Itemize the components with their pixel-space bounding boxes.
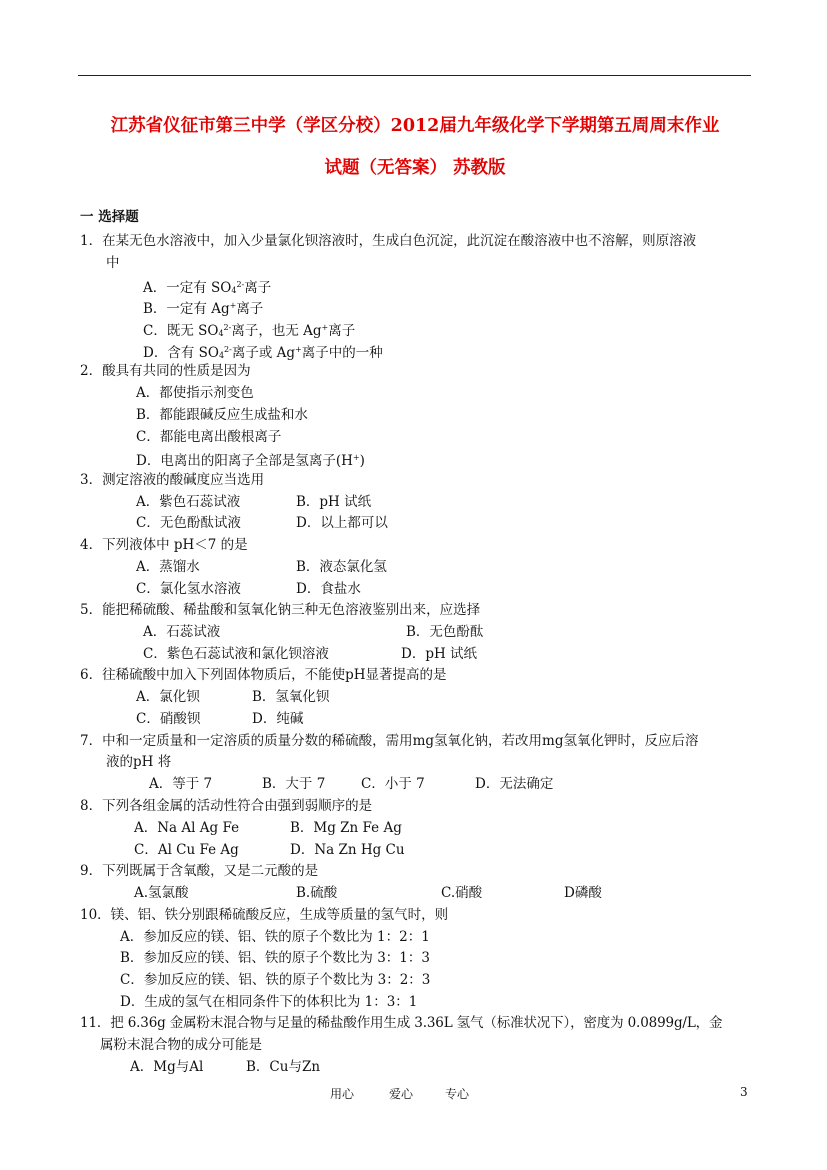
question-2-stem: 2．酸具有共同的性质是因为 bbox=[80, 363, 251, 379]
question-1-option-b: B．一定有 Ag+离子 bbox=[143, 301, 264, 317]
question-4-option-b: B．液态氯化氢 bbox=[296, 559, 387, 575]
question-7-option-d: D．无法确定 bbox=[475, 776, 554, 792]
question-9-option-d: D磷酸 bbox=[564, 885, 602, 901]
question-5-option-a: A．石蕊试液 bbox=[143, 624, 221, 640]
page-title-line2: 试题（无答案） 苏教版 bbox=[324, 158, 506, 178]
question-5-option-d: D．pH 试纸 bbox=[401, 646, 478, 662]
question-10-stem: 10．镁、铝、铁分别跟稀硫酸反应，生成等质量的氢气时，则 bbox=[80, 907, 449, 923]
question-7-option-b: B．大于 7 bbox=[262, 776, 326, 792]
question-9-option-c: C.硝酸 bbox=[441, 885, 483, 901]
question-4-option-d: D．食盐水 bbox=[296, 581, 361, 597]
question-2-option-c: C．都能电离出酸根离子 bbox=[136, 429, 282, 445]
question-1-stem-cont: 中 bbox=[106, 255, 120, 271]
question-8-stem: 8．下列各组金属的活动性符合由强到弱顺序的是 bbox=[80, 798, 373, 814]
question-7-option-c: C．小于 7 bbox=[361, 776, 425, 792]
question-3-option-c: C．无色酚酞试液 bbox=[136, 515, 241, 531]
question-11-option-a: A．Mg与Al bbox=[130, 1059, 204, 1075]
page-number: 3 bbox=[740, 1085, 748, 1099]
question-6-option-b: B．氢氧化钡 bbox=[252, 689, 330, 705]
question-2-option-d: D．电离出的阳离子全部是氢离子(H+) bbox=[136, 453, 365, 469]
question-7-option-a: A．等于 7 bbox=[149, 776, 213, 792]
question-11-stem-cont: 属粉末混合物的成分可能是 bbox=[100, 1037, 262, 1053]
question-6-option-d: D．纯碱 bbox=[252, 711, 304, 727]
question-3-stem: 3．测定溶液的酸碱度应当选用 bbox=[80, 472, 265, 488]
question-10-option-c: C．参加反应的镁、铝、铁的原子个数比为 3：2：3 bbox=[120, 972, 431, 988]
question-3-option-b: B．pH 试纸 bbox=[296, 494, 372, 510]
section-heading: 一 选择题 bbox=[80, 209, 139, 225]
question-3-option-a: A．紫色石蕊试液 bbox=[136, 494, 241, 510]
question-2-option-a: A．都使指示剂变色 bbox=[136, 385, 254, 401]
question-3-option-d: D．以上都可以 bbox=[296, 515, 388, 531]
question-8-option-d: D．Na Zn Hg Cu bbox=[290, 842, 405, 858]
question-6-stem: 6．往稀硫酸中加入下列固体物质后，不能使pH显著提高的是 bbox=[80, 667, 447, 683]
question-7-stem: 7．中和一定质量和一定溶质的质量分数的稀硫酸，需用mg氢氧化钠，若改用mg氢氧化钾时，反应后溶 bbox=[80, 733, 699, 749]
question-4-stem: 4．下列液体中 pH＜7 的是 bbox=[80, 537, 248, 553]
question-4-option-a: A．蒸馏水 bbox=[136, 559, 200, 575]
question-2-option-b: B．都能跟碱反应生成盐和水 bbox=[136, 407, 308, 423]
footer-right: 专心 bbox=[445, 1087, 470, 1101]
question-4-option-c: C．氯化氢水溶液 bbox=[136, 581, 241, 597]
question-9-stem: 9．下列既属于含氧酸，又是二元酸的是 bbox=[80, 863, 319, 879]
question-9-option-a: A.氢氯酸 bbox=[134, 885, 189, 901]
question-1-option-a: A．一定有 $SO_4^{2-}$离子 bbox=[143, 280, 272, 296]
question-1-option-c: C．既无 $SO_4^{2-}$离子，也无 Ag+离子 bbox=[143, 323, 356, 339]
question-10-option-b: B．参加反应的镁、铝、铁的原子个数比为 3：1：3 bbox=[120, 950, 430, 966]
question-9-option-b: B.硫酸 bbox=[296, 885, 338, 901]
page-title-line1: 江苏省仪征市第三中学（学区分校）2012届九年级化学下学期第五周周末作业 bbox=[110, 116, 720, 136]
question-6-option-a: A．氯化钡 bbox=[136, 689, 200, 705]
question-11-option-b: B．Cu与Zn bbox=[246, 1059, 321, 1075]
footer-middle: 爱心 bbox=[389, 1087, 414, 1101]
question-10-option-a: A．参加反应的镁、铝、铁的原子个数比为 1：2：1 bbox=[120, 929, 430, 945]
question-8-option-b: B．Mg Zn Fe Ag bbox=[290, 820, 402, 836]
question-10-option-d: D．生成的氢气在相同条件下的体积比为 1：3：1 bbox=[120, 994, 418, 1010]
question-5-stem: 5．能把稀硫酸、稀盐酸和氢氧化钠三种无色溶液鉴别出来，应选择 bbox=[80, 602, 481, 618]
question-8-option-a: A．Na Al Ag Fe bbox=[134, 820, 240, 836]
header-rule bbox=[78, 75, 751, 76]
footer-left: 用心 bbox=[330, 1087, 355, 1101]
question-11-stem: 11．把 6.36g 金属粉末混合物与足量的稀盐酸作用生成 3.36L 氢气（标准状况下），密度为 0.0899g/L，金 bbox=[80, 1015, 723, 1031]
question-1-stem: 1．在某无色水溶液中，加入少量氯化钡溶液时，生成白色沉淀，此沉淀在酸溶液中也不溶解，则原溶液 bbox=[80, 233, 697, 249]
question-8-option-c: C．Al Cu Fe Ag bbox=[134, 842, 239, 858]
question-5-option-c: C．紫色石蕊试液和氯化钡溶液 bbox=[143, 646, 329, 662]
question-5-option-b: B．无色酚酞 bbox=[406, 624, 484, 640]
question-7-stem-cont: 液的pH 将 bbox=[106, 754, 172, 770]
question-1-option-d: D．含有 $SO_4^{2-}$离子或 Ag+离子中的一种 bbox=[143, 345, 383, 361]
question-6-option-c: C．硝酸钡 bbox=[136, 711, 201, 727]
